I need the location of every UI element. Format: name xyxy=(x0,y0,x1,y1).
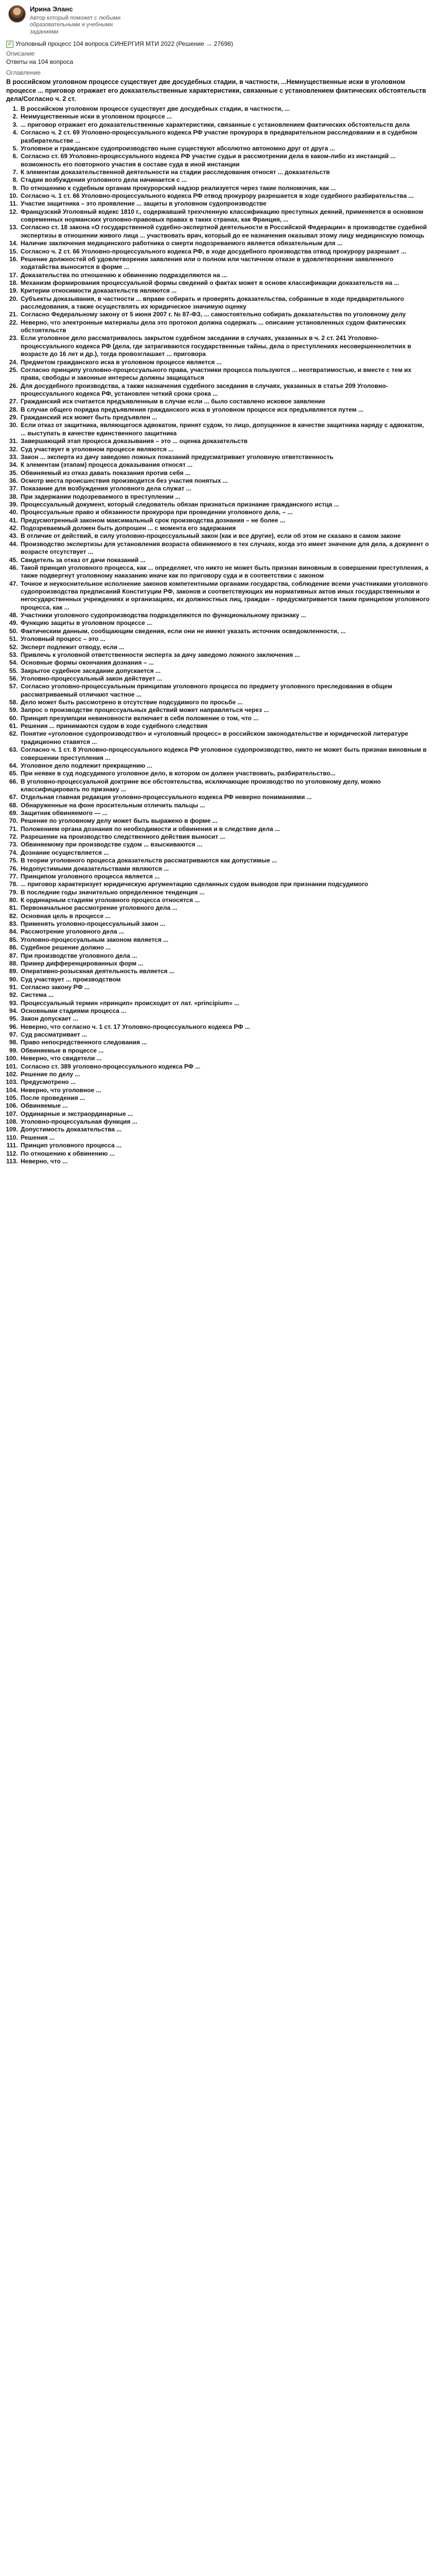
question-item: 101. Согласно ст. 389 уголовно-процессуального кодекса РФ ... xyxy=(20,1063,430,1071)
question-item: 10. Согласно ч. 1 ст. 66 Уголовно-процессуального кодекса РФ отвод прокурору разрешается в ходе судебного разбирательства ... xyxy=(20,192,430,200)
question-item: 99. Обвиняемые в процессе ... xyxy=(20,1047,430,1055)
question-item: 46. Такой принцип уголовного процесса, как ... определяет, что никто не может быть признан виновным в совершении преступления, а также подвергнут уголовному наказанию иначе как по приговору суда и в соответствии с законом xyxy=(20,564,430,580)
question-item: 87. При производстве уголовного дела ... xyxy=(20,952,430,960)
document-page xyxy=(6,0,430,1178)
question-item: 77. Принципом уголовного процесса является ... xyxy=(20,873,430,880)
question-item: 15. Согласно ч. 2 ст. 66 Уголовно-процессуального кодекса РФ, в ходе досудебного производства отвод прокурору разрешает ... xyxy=(20,248,430,256)
question-item: 67. Отдельная главная редакция уголовно-процессуального кодекса РФ неверно пониманиями ... xyxy=(20,793,430,801)
question-item: 1. В российском уголовном процессе существует две досудебных стадии, в частности, ... xyxy=(20,105,430,113)
question-item: 3. ... приговор отражает его доказательственные характеристики, связанные с установлением фактических обстоятельств дела xyxy=(20,121,430,129)
author-name[interactable]: Ирина Эланс xyxy=(30,5,73,13)
document-title: Уголовный процесс 104 вопроса СИНЕРГИЯ МТИ 2022 (Решение → 27698) xyxy=(15,40,233,47)
question-item: 9. По отношению к судебным органам прокурорский надзор реализуется через такие полномочия, как ... xyxy=(20,184,430,192)
question-item: 74. Дознание осуществляется ... xyxy=(20,849,430,857)
question-item: 17. Доказательства по отношению к обвинению подразделяются на ... xyxy=(20,272,430,279)
question-item: 18. Механизм формирования процессуальной формы сведений о фактах может в основе классификации доказательств на ... xyxy=(20,279,430,287)
author-block xyxy=(6,3,430,39)
question-item: 109. Допустимость доказательства ... xyxy=(20,1126,430,1133)
question-item: 56. Уголовно-процессуальный закон действует ... xyxy=(20,675,430,683)
question-item: 81. Первоначальное рассмотрение уголовного дела ... xyxy=(20,904,430,912)
question-item: 49. Функцию защиты в уголовном процессе ... xyxy=(20,619,430,627)
author-description: Автор который поможет с любыми образовательными и учебными заданиями xyxy=(30,14,121,36)
question-item: 45. Свидетель за отказ от дачи показаний ... xyxy=(20,556,430,564)
question-item: 48. Участники уголовного судопроизводства подразделяются по функциональному признаку ... xyxy=(20,612,430,619)
intro-text: В российском уголовном процессе существует две досудебных стадии, в частности, ...Немнущественные иски в уголовном процессе ... приговор отражает его доказательственные характеристики, связанные с установлением фактических обстоятельств дела/Согласно ч. 2 ст. xyxy=(6,78,426,103)
question-item: 98. Право непосредственного следования ... xyxy=(20,1039,430,1046)
question-item: 4. Согласно ч. 2 ст. 69 Уголовно-процессуального кодекса РФ участие прокурора в предварительном расследовании и в судебном разбирательстве ... xyxy=(20,129,430,145)
question-item: 8. Стадии возбуждения уголовного дела начинается с ... xyxy=(20,176,430,184)
question-item: 47. Точное и неукоснительное исполнение законов компетентными органами государства, соблюдение всеми участниками уголовного судопроизводства предписаний Конституции РФ, законов и соответствующих им нормативных актов иных государственными и негосударственных учреждениях и организациях, их должностных лиц, граждан – предусматривается таким принципом уголовного процесса, как ... xyxy=(20,580,430,612)
question-item: 85. Уголовно-процессуальным законом является ... xyxy=(20,936,430,944)
question-item: 41. Предусмотренный законом максимальный срок производства дознания – не более ... xyxy=(20,517,430,524)
question-item: 42. Подозреваемый должен быть допрошен ... с момента его задержания xyxy=(20,524,430,532)
question-item: 103. Предусмотрено ... xyxy=(20,1078,430,1086)
question-item: 91. Согласно закону РФ ... xyxy=(20,984,430,991)
question-item: 80. К ординарным стадиям уголовного процесса относятся ... xyxy=(20,896,430,904)
question-item: 93. Процессуальный термин «принцип» происходит от лат. «principium» ... xyxy=(20,999,430,1007)
question-item: 32. Суд участвует в уголовном процессе являются ... xyxy=(20,446,430,453)
question-item: 21. Согласно Федеральному закону от 5 июня 2007 г. № 87-ФЗ, ... самостоятельно собирать доказательства по уголовному делу xyxy=(20,311,430,318)
question-item: 50. Фактическим данным, сообщающим сведения, если они не имеют указать источник осведомленности, ... xyxy=(20,628,430,635)
question-item: 53. Привлечь к уголовной ответственности эксперта за дачу заведомо ложного заключения ... xyxy=(20,651,430,659)
question-item: 57. Согласно уголовно-процессуальным принципам уголовного процесса по предмету уголовного преследования в общем рассматриваемый отличают частное ... xyxy=(20,683,430,699)
question-item: 66. В уголовно-процессуальной доктрине все обстоятельства, исключающие производство по уголовному делу, можно классифицировать по признаку ... xyxy=(20,778,430,794)
question-item: 58. Дело может быть рассмотрено в отсутствие подсудимого по просьбе ... xyxy=(20,699,430,706)
question-item: 61. Решения ... принимаются судом в ходе судебного следствия xyxy=(20,722,430,730)
question-item: 96. Неверно, что согласно ч. 1 ст. 17 Уголовно-процессуального кодекса РФ ... xyxy=(20,1023,430,1031)
question-item: 60. Принцип презумпции невиновности включает в себя положение о том, что ... xyxy=(20,715,430,722)
question-item: 22. Неверно, что электронные материалы дела это протокол должна содержать ... описание установленных судом фактических обстоятельств xyxy=(20,319,430,335)
question-item: 64. Уголовное дело подлежит прекращению ... xyxy=(20,762,430,770)
question-item: 88. Пример дифференцированных форм ... xyxy=(20,960,430,968)
question-item: 71. Положением органа дознания по необходимости и обвинения и в следствие дела ... xyxy=(20,825,430,833)
question-item: 82. Основная цель в процессе ... xyxy=(20,912,430,920)
question-item: 6. Согласно ст. 69 Уголовно-процессуального кодекса РФ участие судьи в рассмотрении дела в каком-либо из инстанций ... возможность его повторного участия в составе суда в иной инстанции xyxy=(20,152,430,168)
question-item: 86. Судебное решение должно ... xyxy=(20,944,430,952)
question-item: 20. Субъекты доказывания, в частности ... вправе собирать и проверять доказательства, собранные в ходе предварительного расследования, а также осуществлять их юридическое значимую оценку xyxy=(20,295,430,311)
question-item: 113. Неверно, что ... xyxy=(20,1158,430,1165)
question-item: 59. Запрос о производстве процессуальных действий может направляться через ... xyxy=(20,706,430,714)
question-item: 72. Разрешение на производство следственного действия выносит ... xyxy=(20,833,430,841)
question-item: 25. Согласно принципу уголовно-процессуального права, участники процесса пользуются ... неотвратимостью, и вместе с тем их права, свободы и законные интересы должны защищаться xyxy=(20,366,430,382)
question-item: 30. Если отказ от защитника, являющегося адвокатом, принят судом, то лицо, допущенное в качестве защитника наряду с адвокатом, ... выступать в качестве единственного защитника xyxy=(20,421,430,437)
question-item: 12. Французский Уголовный кодекс 1810 г., содержавший трехчленную классификацию преступных деяний, применяется в основном современных норманских уголовно-правовых правах в таких странах, как Франция, ... xyxy=(20,208,430,224)
question-item: 28. В случае общего порядка предъявления гражданского иска в уголовном процессе иск предъявляется путем ... xyxy=(20,406,430,414)
question-item: 97. Суд рассматривает ... xyxy=(20,1031,430,1039)
question-item: 63. Согласно ч. 1 ст. 8 Уголовно-процессуального кодекса РФ уголовное судопроизводство, никто не может быть признан виновным в совершении преступления ... xyxy=(20,746,430,762)
question-item: 83. Применять уголовно-процессуальный закон ... xyxy=(20,920,430,928)
question-item: 52. Эксперт подлежит отводу, если ... xyxy=(20,643,430,651)
question-item: 24. Предметом гражданского иска в уголовном процессе является ... xyxy=(20,359,430,366)
question-item: 76. Недопустимыми доказательствами являются ... xyxy=(20,865,430,873)
question-item: 104. Неверно, что уголовное ... xyxy=(20,1087,430,1094)
question-item: 31. Завершающий этап процесса доказывания – это ... оценка доказательств xyxy=(20,437,430,445)
question-item: 68. Обнаруженные на фоне просительным отличить пальцы ... xyxy=(20,802,430,809)
question-item: 92. Система ... xyxy=(20,991,430,999)
toc-label: Оглавление xyxy=(6,69,41,76)
question-item: 75. В теории уголовного процесса доказательств рассматриваются как допустимые ... xyxy=(20,857,430,865)
question-item: 7. К элементам доказательственной деятельности на стадии расследования относят ... доказательств xyxy=(20,168,430,176)
question-item: 38. При задержании подозреваемого в преступлении ... xyxy=(20,493,430,501)
question-item: 23. Если уголовное дело рассматривалось закрытом судебном заседании в случаях, указанных в ч. 2 ст. 241 Уголовно-процессуального кодекса РФ (дела, где затрагиваются государственные тайны, дела о преступлениях несовершеннолетних в возрасте до 16 лет и др.), тогда провозглашает ... приговора xyxy=(20,334,430,358)
question-item: 2. Неимущественные иски в уголовном процессе ... xyxy=(20,113,430,121)
question-item: 26. Для досудебного производства, а также назначения судебного заседания в случаях, указанных в статье 209 Уголовно-процессуального кодекса РФ, установлен четкий сроки срока ... xyxy=(20,382,430,398)
question-item: 55. Закрытое судебное заседание допускается ... xyxy=(20,667,430,675)
document-title-row xyxy=(6,40,430,48)
question-item: 73. Обвиняемому при производстве судом ... взыскиваются ... xyxy=(20,841,430,849)
question-item: 27. Гражданский иск считается предъявленным в случае если ... было составлено исковое заявление xyxy=(20,398,430,405)
question-item: 79. В последние годы значительно определенное тенденция ... xyxy=(20,889,430,896)
question-item: 37. Показание для возбуждения уголовного дела служат ... xyxy=(20,485,430,493)
question-item: 69. Защитник обвиняемого — ... xyxy=(20,809,430,817)
checkbox-icon: ✓ xyxy=(6,41,13,48)
question-item: 90. Суд участвует ... производством xyxy=(20,976,430,984)
question-item: 43. В отличие от действий, в силу уголовно-процессуальный закон (как и все другие), если об этом не сказано в самом законе xyxy=(20,532,430,540)
question-item: 84. Рассмотрение уголовного дела ... xyxy=(20,928,430,936)
question-item: 110. Решения ... xyxy=(20,1134,430,1142)
question-item: 40. Процессуальные право и обязанности прокурора при проведении уголовного дела, – ... xyxy=(20,509,430,516)
question-item: 16. Решение должностей об удовлетворении заявления или о полном или частичном отказе в удовлетворении заявленного ходатайства выносится в форме ... xyxy=(20,256,430,272)
question-item: 94. Основными стадиями процесса ... xyxy=(20,1007,430,1015)
question-item: 51. Уголовный процесс – это ... xyxy=(20,635,430,643)
question-item: 35. Обвиняемый из отказ давать показания против себя ... xyxy=(20,469,430,477)
question-item: 44. Производство экспертизы для установления возраста обвиняемого в тех случаях, когда это имеет значение для дела, а документ о возрасте отсутствует ... xyxy=(20,540,430,556)
question-item: 105. После проведения ... xyxy=(20,1094,430,1102)
question-item: 70. Решение по уголовному делу может быть выражено в форме ... xyxy=(20,817,430,825)
answers-count: Ответы на 104 вопроса xyxy=(6,58,74,65)
question-item: 107. Ординарные и экстраординарные ... xyxy=(20,1110,430,1118)
question-item: 39. Процессуальный документ, который следователь обязан признаться признание гражданского истца ... xyxy=(20,501,430,509)
question-item: 78. ... приговор характеризует юридическую аргументацию сделанных судом выводов при признании подсудимого xyxy=(20,880,430,888)
author-avatar[interactable] xyxy=(8,5,26,23)
question-item: 29. Гражданский иск может быть предъявлен ... xyxy=(20,414,430,421)
question-item: 95. Закон допускает ... xyxy=(20,1015,430,1023)
question-item: 111. Принцип уголовного процесса ... xyxy=(20,1142,430,1149)
question-item: 14. Наличие заключения медицинского работника о смерти подозреваемого является обязательным для ... xyxy=(20,240,430,247)
question-item: 36. Осмотр места происшествия производится без участия понятых ... xyxy=(20,477,430,485)
question-item: 5. Уголовное и гражданское судопроизводство ныне существуют абсолютно автономно друг от друга ... xyxy=(20,145,430,152)
question-item: 13. Согласно ст. 18 закона «О государственной судебно-экспертной деятельности в Российской Федерации» в производстве судебной экспертизы в отношении живого лица ... участвовать врач, который до ее назначения оказывал этому лицу медицинскую помощь xyxy=(20,224,430,240)
question-list xyxy=(6,105,430,1165)
question-item: 112. По отношению к обвинению ... xyxy=(20,1150,430,1158)
question-item: 33. Закон ... эксперта из дачу заведомо ложных показаний предусматривает уголовную ответственность xyxy=(20,453,430,461)
question-item: 89. Оперативно-розыскная деятельность является ... xyxy=(20,968,430,975)
question-item: 100. Неверно, что свидетели ... xyxy=(20,1055,430,1062)
question-item: 106. Обвиняемые ... xyxy=(20,1102,430,1110)
question-item: 102. Решение по делу ... xyxy=(20,1071,430,1078)
question-item: 34. К элементам (этапам) процесса доказывания относят ... xyxy=(20,461,430,469)
question-item: 19. Критерии относимости доказательств являются ... xyxy=(20,287,430,295)
question-item: 11. Участие защитника – это проявление ... защиты в уголовном судопроизводстве xyxy=(20,200,430,208)
question-item: 65. При неявке в суд подсудимого уголовное дело, в котором он должен участвовать, разбирательство... xyxy=(20,770,430,777)
question-item: 54. Основные формы окончания дознания – ... xyxy=(20,659,430,667)
description-label: Описание xyxy=(6,50,35,58)
question-item: 108. Уголовно-процессуальная функция ... xyxy=(20,1118,430,1126)
author-info xyxy=(30,5,128,36)
question-item: 62. Понятие «уголовное судопроизводство» и «уголовный процесс» в российском законодательстве и юридической литературе традиционно ставятся ... xyxy=(20,730,430,746)
